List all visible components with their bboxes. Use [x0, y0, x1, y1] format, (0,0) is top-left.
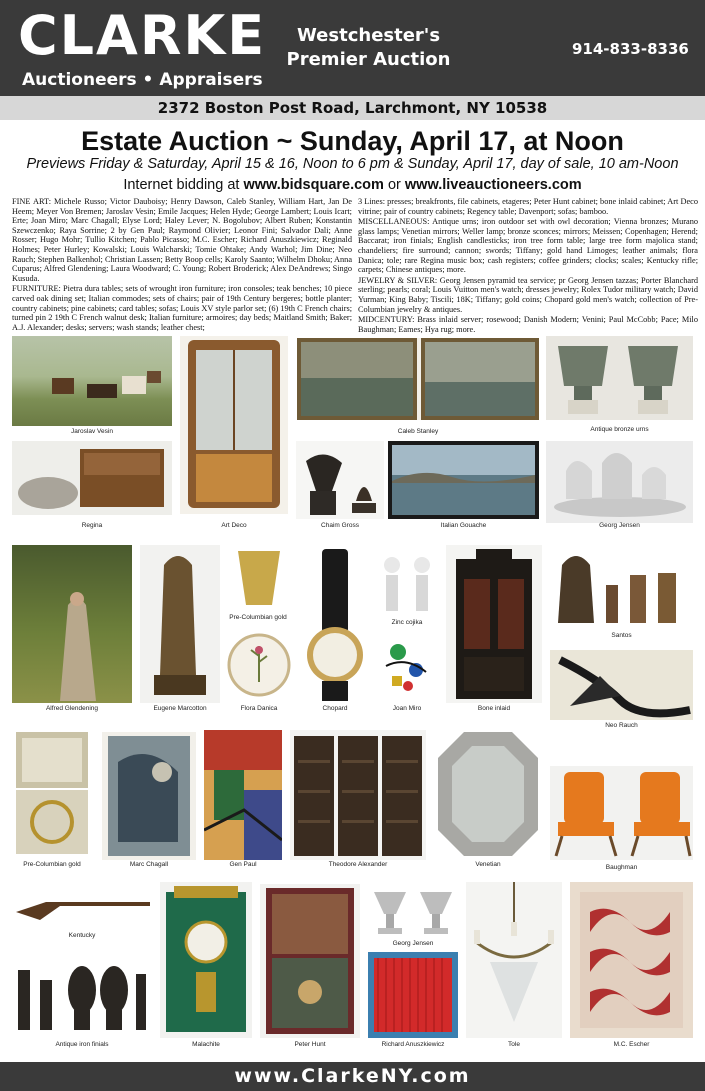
- midcentury-paragraph: MIDCENTURY: Brass inlaid server; rosewood; Danish Modern; Venini; Paul McCobb; Pace; Milo Baughman; Eames; Hya rug; more.: [358, 315, 698, 334]
- caption-flora-danica: Flora Danica: [240, 705, 278, 712]
- tagline-line1: Westchester's: [296, 25, 441, 46]
- finials: [12, 950, 152, 1036]
- caption-neo-rauch: Neo Rauch: [605, 722, 638, 729]
- photo-venetian-mirror: [434, 728, 542, 860]
- jewelry-box: [12, 728, 92, 858]
- photo-eugene-marcotton: [140, 545, 220, 703]
- left-text-column: [12, 197, 352, 333]
- header-banner: [0, 0, 705, 96]
- bronze-figures: [140, 545, 220, 703]
- caption-regina: Regina: [81, 522, 103, 529]
- bronze-sculptures: [296, 441, 384, 519]
- photo-georg-jensen-1: [546, 441, 693, 523]
- gouache-painting: [388, 441, 539, 519]
- photo-mc-escher: [570, 882, 693, 1038]
- internet-bidding: [0, 176, 705, 194]
- miscellaneous-paragraph: MISCELLANEOUS: Antique urns; iron outdoor set with owl decoration; Vienna bronzes; Murano glass lamps; Venetian mirrors; Weller lamp; bronze sconces; mirrors; Meissen; Copenhagen; Herend; Baccarat; iron finials; English candlesticks; iron tree form table; large tree form majolica stand; chandeliers; fire surround; cannon; swords; Tiffany; gold hand Limoges; leather animals; flora Danica; tole; rare Regina music box; cash registers; coffee grinders; clocks; scales; Kentucky rifle; carpets; Chinese antiques; more.: [358, 217, 698, 275]
- phone-number: 914-833-8336: [572, 40, 689, 58]
- caption-baughman: Baughman: [605, 864, 638, 871]
- liveauctioneers-link[interactable]: www.liveauctioneers.com: [404, 177, 582, 193]
- painted-cabinet: [260, 884, 360, 1038]
- photo-zinc-cojika: [378, 545, 436, 615]
- caption-caleb-stanley: Caleb Stanley: [397, 428, 439, 435]
- logo: CLARKE: [18, 4, 267, 67]
- caption-malachite: Malachite: [192, 1041, 220, 1048]
- caption-richard-anuszkiewicz: Richard Anuszkiewicz: [381, 1041, 445, 1048]
- caption-gen-paul: Gen Paul: [229, 861, 257, 868]
- regina-music-box: [12, 441, 172, 515]
- vitrine-cabinet: [180, 336, 288, 514]
- bookcases: [290, 730, 426, 860]
- photo-joan-miro: [378, 630, 436, 702]
- caption-alfred-glendening: Alfred Glendening: [45, 705, 99, 712]
- caption-chaim-gross: Chaim Gross: [321, 522, 359, 529]
- right-text-column: [358, 197, 698, 335]
- silver-tazzas: [368, 882, 458, 938]
- bidsquare-link[interactable]: www.bidsquare.com: [243, 177, 384, 193]
- gen-paul-painting: [204, 730, 282, 860]
- caption-iron-finials: Antique iron finials: [55, 1041, 109, 1048]
- photo-regina: [12, 441, 172, 515]
- caption-art-deco: Art Deco: [221, 522, 247, 529]
- caption-marc-chagall: Marc Chagall: [129, 861, 169, 868]
- caption-tole: Tole: [508, 1041, 520, 1048]
- caption-santos: Santos: [611, 632, 632, 639]
- caption-peter-hunt: Peter Hunt: [294, 1041, 326, 1048]
- photo-marc-chagall: [102, 732, 196, 860]
- caption-precolumbian-gold-2: Pre-Columbian gold: [23, 861, 81, 868]
- caption-bone-inlaid: Bone inlaid: [477, 705, 511, 712]
- horses-painting: [12, 336, 172, 426]
- photo-precolumbian-gold-2: [12, 728, 92, 858]
- caption-eugene-marcotton: Eugene Marcotton: [153, 705, 207, 712]
- logo-subtitle: Auctioneers • Appraisers: [22, 70, 263, 90]
- photo-bronze-urns: [546, 336, 693, 420]
- photo-gen-paul: [204, 730, 282, 860]
- orange-chairs: [550, 766, 693, 860]
- photo-chopard-watch: [298, 545, 372, 703]
- malachite-clock: [160, 882, 252, 1038]
- rifle: [12, 882, 152, 928]
- caption-bronze-urns: Antique bronze urns: [590, 426, 649, 433]
- caption-georg-jensen-1: Georg Jensen: [599, 522, 640, 529]
- gold-watch: [298, 545, 372, 703]
- escher-print: [570, 882, 693, 1038]
- caption-zinc-cojika: Zinc cojika: [391, 619, 423, 626]
- landscape-paintings: [297, 338, 539, 420]
- photo-tole-chandelier: [466, 882, 562, 1038]
- anuszkiewicz-print: [368, 952, 458, 1038]
- tagline: [281, 24, 456, 72]
- website-footer[interactable]: www.ClarkeNY.com: [0, 1062, 705, 1091]
- chagall-print: [102, 732, 196, 860]
- photo-alfred-glendening: [12, 545, 132, 703]
- urns-pair: [546, 336, 693, 420]
- gold-vessel: [228, 545, 290, 611]
- photo-santos: [550, 545, 693, 627]
- photo-jaroslav-vesin: [12, 336, 172, 426]
- address-bar: 2372 Boston Post Road, Larchmont, NY 10538: [0, 96, 705, 120]
- photo-malachite-clock: [160, 882, 252, 1038]
- santos-figures: [550, 545, 693, 627]
- internet-prefix: Internet bidding at: [123, 177, 244, 193]
- neo-rauch-print: [550, 650, 693, 720]
- previews-line: Previews Friday & Saturday, April 15 & 16, Noon to 6 pm & Sunday, April 17, day of sale, 10 am-Noon: [26, 156, 679, 172]
- photo-chaim-gross: [296, 441, 384, 519]
- photo-neo-rauch: [550, 650, 693, 720]
- caption-mc-escher: M.C. Escher: [613, 1041, 650, 1048]
- caption-italian-gouache: Italian Gouache: [440, 522, 487, 529]
- zinc-figures: [378, 545, 436, 615]
- photo-richard-anuszkiewicz: [368, 952, 458, 1038]
- photo-baughman-chairs: [550, 766, 693, 860]
- caption-jaroslav-vesin: Jaroslav Vesin: [71, 428, 113, 435]
- photo-precolumbian-gold-1: [228, 545, 290, 611]
- silver-tea-service: [546, 441, 693, 523]
- photo-georg-jensen-2: [368, 882, 458, 938]
- bone-inlaid-cabinet: [446, 545, 542, 703]
- furniture-paragraph: FURNITURE: Pietra dura tables; sets of wrought iron furniture; iron consoles; teak benches; 10 piece carved oak dining set; Italian commodes; sets of chairs; pair of 19th Century bergeres; bottle planter; country cabinets; pine cabinets; card tables; sofas; Louis XV style parlor set; (6) 19th C French chairs; turned pin 2 19th C French walnut desk; Italian furniture; armoires; day beds; Maitland Smith; Baker; A.J. Alexander; desks; servers; wash stands; leather chest;: [12, 284, 352, 332]
- miro-print: [378, 630, 436, 702]
- caption-precolumbian-gold-1: Pre-Columbian gold: [229, 614, 287, 621]
- photo-peter-hunt: [260, 884, 360, 1038]
- garden-painting: [12, 545, 132, 703]
- caption-georg-jensen-2: Georg Jensen: [392, 940, 434, 947]
- photo-theodore-alexander: [290, 730, 426, 860]
- chandelier: [466, 882, 562, 1038]
- photo-bone-inlaid: [446, 545, 542, 703]
- photo-kentucky-rifle: [12, 882, 152, 928]
- auction-title: Estate Auction ~ Sunday, April 17, at Noon: [81, 126, 624, 156]
- flora-danica-plate: [226, 628, 292, 702]
- fine-art-paragraph: FINE ART: Michele Russo; Victor Dauboisy; Henry Dawson, Caleb Stanley, William Hart, Jan De Heem; Meyer Von Bremen; Jaroslav Vesin; Emile Jacques; Helen Hyde; George Lambert; Louis Icart; Erte; Joan Miro; Marc Chagall; Elyse Lord; Haley Lever; N. Bogolubov; Albert Ruben; Konstantin Szewczenko; Raya Sorrine; 2 by Gen Paul; Raymond Olivier; Leonor Fini; Salvador Dali; Anne Rosser; Hugo Mohr; Tullio Kitchen; Pablo Picasso; M.C. Escher; Richard Anuszkiewicz; Reginald Holmes; Peter Hurley; Kowalski; Louis Walcharski; Tomie Ohtake; Andy Warhol; Jim Dine; Neo Rauch; Stephen Balkenhol; Christian Lassen; Betty Boop cells; Karoly Saanto; Wilhelm Dhoku; Anna Cuparus; Alfred Glendening; Laura Woodward; C. Young; Robert Broderick; Alex DeAndrews; Singo Kusuda.: [12, 197, 352, 283]
- caption-kentucky: Kentucky: [68, 932, 96, 939]
- photo-art-deco-vitrine: [180, 336, 288, 514]
- caption-venetian: Venetian: [475, 861, 501, 868]
- photo-italian-gouache: [388, 441, 539, 519]
- photo-flora-danica: [226, 628, 292, 702]
- internet-middle: or: [383, 177, 405, 193]
- tagline-line2: Premier Auction: [286, 49, 451, 70]
- caption-chopard: Chopard: [322, 705, 348, 712]
- jewelry-paragraph: JEWELRY & SILVER: Georg Jensen pyramid tea service; pr Georg Jensen tazzas; Porter Blanchard sterling; pearls; coral; Louis Vuitton men's watch; dresses jewelry; Rolex Tudor military watch; David Yurman; King Baby; Tiscili; 18K; Tiffany; gold coins; Chopard gold men's watch; collection of Pre-Columbian jewelry & antiques.: [358, 275, 698, 314]
- photo-caleb-stanley: [297, 338, 539, 420]
- continued-paragraph: 3 Lines: presses; breakfronts, file cabinets, etageres; Peter Hunt cabinet; bone inlaid cabinet; Art Deco vitrine; pair of country cabinets; Regency table; Davenport; sofas; bamboo.: [358, 197, 698, 216]
- photo-iron-finials: [12, 950, 152, 1036]
- caption-theodore-alexander: Theodore Alexander: [328, 861, 388, 868]
- venetian-mirror: [434, 728, 542, 860]
- caption-joan-miro: Joan Miro: [392, 705, 422, 712]
